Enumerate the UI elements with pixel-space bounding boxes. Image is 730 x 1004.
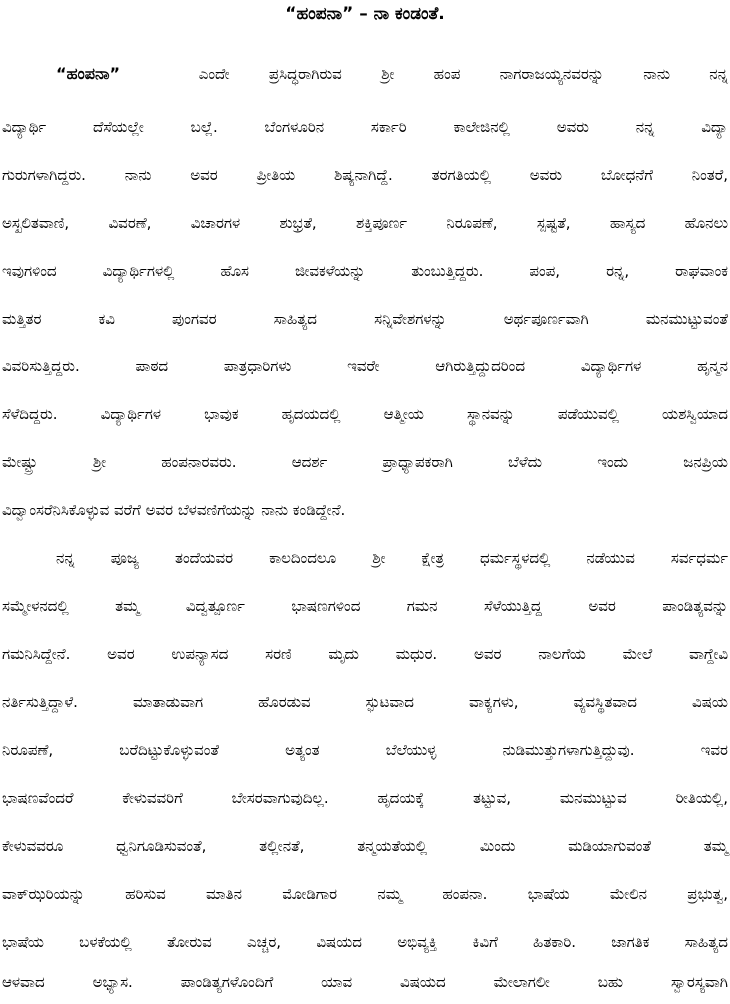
- line-text: ಎಂದೇ ಪ್ರಸಿದ್ಧರಾಗಿರುವ ಶ್ರೀ ಹಂಪ ನಾಗರಾಜಯ್ಯನವರನ್ನು ನಾನು ನನ್ನ: [198, 65, 729, 83]
- paragraph-line: ಮೇಷ್ಟ್ರು ಶ್ರೀ ಹಂಪನಾರವರು. ಆದರ್ಶ ಪ್ರಾಧ್ಯಾಪಕರಾಗಿ ಬೆಳೆದು ಇಂದು ಜನಪ್ರಿಯ: [2, 453, 728, 471]
- paragraph-line: [56, 52, 728, 96]
- paragraph-line: ವಿದ್ಯಾರ್ಥಿ ದೆಸೆಯಲ್ಲೇ ಬಲ್ಲೆ. ಬೆಂಗಳೂರಿನ ಸರ್ಕಾರಿ ಕಾಲೇಜಿನಲ್ಲಿ ಅವರು ನನ್ನ ವಿದ್ಯಾ: [2, 118, 728, 136]
- paragraph-line: ಸೆಳೆದಿದ್ದರು. ವಿದ್ಯಾರ್ಥಿಗಳ ಭಾವುಕ ಹೃದಯದಲ್ಲಿ ಆತ್ಮೀಯ ಸ್ಥಾನವನ್ನು ಪಡೆಯುವಲ್ಲಿ ಯಶಸ್ವಿಯಾದ: [2, 405, 728, 423]
- paragraph-line: ಭಾಷೆಯ ಬಳಕೆಯಲ್ಲಿ ತೋರುವ ಎಚ್ಚರ, ವಿಷಯದ ಅಭಿವ್ಯಕ್ತಿ ಕಿವಿಗೆ ಹಿತಕಾರಿ. ಜಾಗತಿಕ ಸಾಹಿತ್ಯದ: [2, 933, 728, 951]
- paragraph-line: ಆಳವಾದ ಅಭ್ಯಾಸ. ಪಾಂಡಿತ್ಯಗಳೊಂದಿಗೆ ಯಾವ ವಿಷಯದ ಮೇಲಾಗಲೀ ಬಹು ಸ್ವಾರಸ್ಯವಾಗಿ: [2, 973, 728, 991]
- paragraph-line: ನನ್ನ ಪೂಜ್ಯ ತಂದೆಯವರ ಕಾಲದಿಂದಲೂ ಶ್ರೀ ಕ್ಷೇತ್ರ ಧರ್ಮಸ್ಥಳದಲ್ಲಿ ನಡೆಯುವ ಸರ್ವಧರ್ಮ: [56, 549, 728, 567]
- paragraph-line: ನರ್ತಿಸುತ್ತಿದ್ದಾಳೆ. ಮಾತಾಡುವಾಗ ಹೊರಡುವ ಸ್ಫುಟವಾದ ವಾಕ್ಯಗಳು, ವ್ಯವಸ್ಥಿತವಾದ ವಿಷಯ: [2, 693, 728, 711]
- paragraph-line: ಅಸ್ಖಲಿತವಾಣಿ, ವಿವರಣೆ, ವಿಚಾರಗಳ ಶುಭ್ರತೆ, ಶಕ್ತಿಪೂರ್ಣ ನಿರೂಪಣೆ, ಸ್ಪಷ್ಟತೆ, ಹಾಸ್ಯದ ಹೊನಲು: [2, 214, 728, 232]
- paragraph-line: ಗಮನಿಸಿದ್ದೇನೆ. ಅವರ ಉಪನ್ಯಾಸದ ಸರಣಿ ಮೃದು ಮಧುರ. ಅವರ ನಾಲಗೆಯ ಮೇಲೆ ವಾಗ್ದೇವಿ: [2, 645, 728, 663]
- paragraph-line: ಮತ್ತಿತರ ಕವಿ ಪುಂಗವರ ಸಾಹಿತ್ಯದ ಸನ್ನಿವೇಶಗಳನ್ನು ಅರ್ಥಪೂರ್ಣವಾಗಿ ಮನಮುಟ್ಟುವಂತೆ: [2, 310, 728, 328]
- author-name: “ಹಂಪನಾ”: [56, 64, 121, 83]
- paragraph-line: ವಿವರಿಸುತ್ತಿದ್ದರು. ಪಾಠದ ಪಾತ್ರಧಾರಿಗಳು ಇವರೇ ಆಗಿರುತ್ತಿದ್ದುದರಿಂದ ವಿದ್ಯಾರ್ಥಿಗಳ ಹೃನ್ಮನ: [2, 357, 728, 375]
- paragraph-line: ಸಮ್ಮೇಳನದಲ್ಲಿ ತಮ್ಮ ವಿದ್ವತ್ಪೂರ್ಣ ಭಾಷಣಗಳಿಂದ ಗಮನ ಸೆಳೆಯುತ್ತಿದ್ದ ಅವರ ಪಾಂಡಿತ್ಯವನ್ನು: [2, 597, 728, 615]
- paragraph-line: ಭಾಷಣವೆಂದರೆ ಕೇಳುವವರಿಗೆ ಬೇಸರವಾಗುವುದಿಲ್ಲ. ಹೃದಯಕ್ಕೆ ತಟ್ಟುವ, ಮನಮುಟ್ಟುವ ರೀತಿಯಲ್ಲಿ,: [2, 789, 728, 807]
- paragraph-line: ಇವುಗಳಿಂದ ವಿದ್ಯಾರ್ಥಿಗಳಲ್ಲಿ ಹೊಸ ಜೀವಕಳೆಯನ್ನು ತುಂಬುತ್ತಿದ್ದರು. ಪಂಪ, ರನ್ನ, ರಾಘವಾಂಕ: [2, 262, 728, 280]
- paragraph-line: ವಾಕ್‌ಝರಿಯನ್ನು ಹರಿಸುವ ಮಾತಿನ ಮೋಡಿಗಾರ ನಮ್ಮ ಹಂಪನಾ. ಭಾಷೆಯ ಮೇಲಿನ ಪ್ರಭುತ್ವ,: [2, 885, 728, 903]
- paragraph-line: ಗುರುಗಳಾಗಿದ್ದರು. ನಾನು ಅವರ ಪ್ರೀತಿಯ ಶಿಷ್ಯನಾಗಿದ್ದೆ. ತರಗತಿಯಲ್ಲಿ ಅವರು ಬೋಧನೆಗೆ ನಿಂತರೆ,: [2, 166, 728, 184]
- document-title: “ಹಂಪನಾ” – ನಾ ಕಂಡಂತೆ.: [285, 4, 445, 24]
- paragraph-line: ಕೇಳುವವರೂ ಧ್ವನಿಗೂಡಿಸುವಂತೆ, ತಲ್ಲೀನತೆ, ತನ್ಮಯತೆಯಲ್ಲಿ ಮಿಂದು ಮಡಿಯಾಗುವಂತೆ ತಮ್ಮ: [2, 837, 728, 855]
- paragraph-line: ನಿರೂಪಣೆ, ಬರೆದಿಟ್ಟುಕೊಳ್ಳುವಂತೆ ಅತ್ಯಂತ ಬೆಲೆಯುಳ್ಳ ನುಡಿಮುತ್ತುಗಳಾಗುತ್ತಿದ್ದುವು. ಇವರ: [2, 741, 728, 759]
- paragraph-line: ವಿದ್ವಾಂಸರೆನಿಸಿಕೊಳ್ಳುವ ವರೆಗೆ ಅವರ ಬೆಳವಣಿಗೆಯನ್ನು ನಾನು ಕಂಡಿದ್ದೇನೆ.: [2, 501, 346, 519]
